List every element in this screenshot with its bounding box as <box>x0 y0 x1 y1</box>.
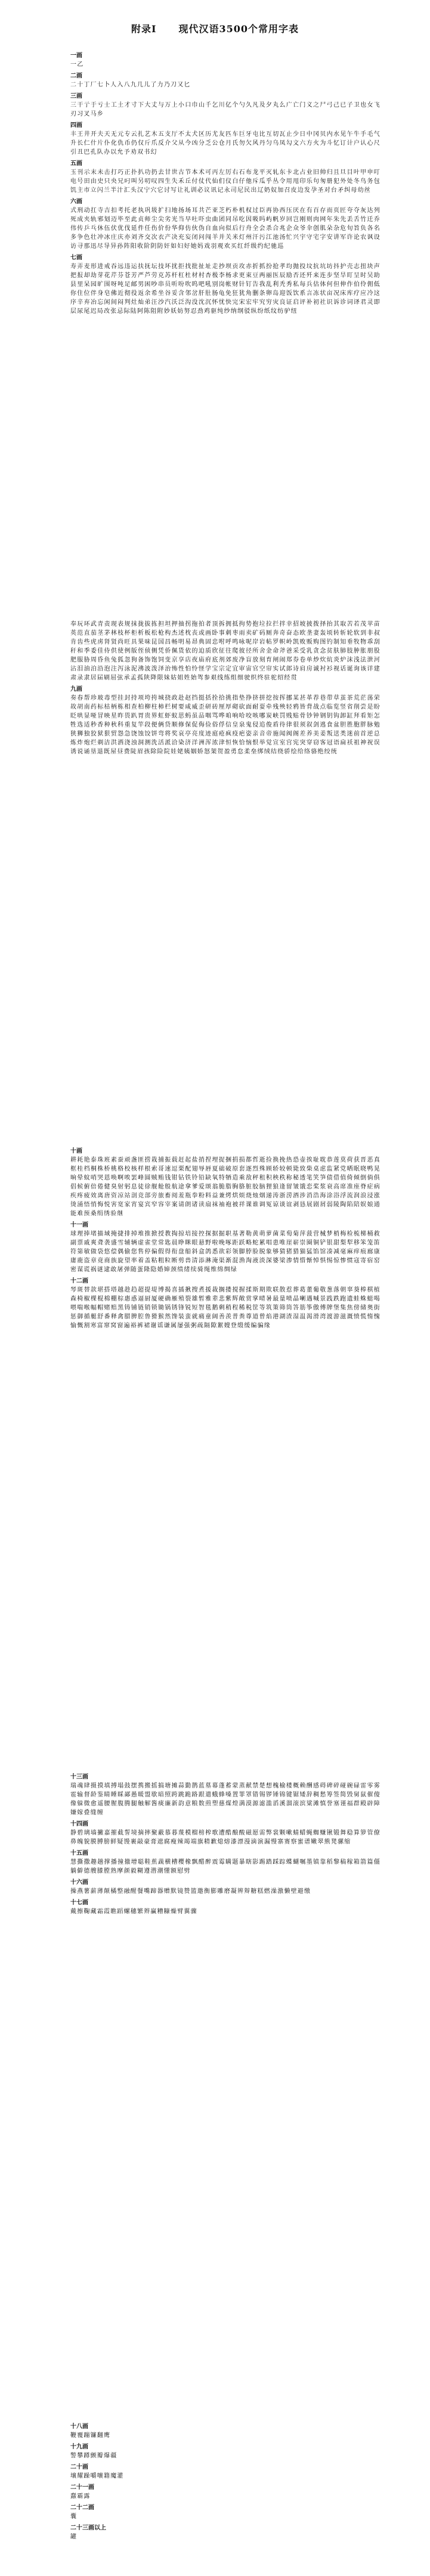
stroke-heading: 七画 <box>70 255 82 261</box>
stroke-heading: 十八画 <box>70 2423 88 2430</box>
stroke-heading: 二十三画以上 <box>70 2525 106 2531</box>
stroke-heading: 九画 <box>70 686 82 693</box>
char-list: 式刑动扛寺吉扣考托老执巩圾扩扫地扬场耳共芒亚芝朽朴机权过臣再协西压厌在有百存而页匠夸夺灰达列死成夹轨邪划迈毕至此贞师尘尖劣光当早吐吓虫曲团同吊吃因吸吗屿帆岁回岂刚则肉网年朱先丢舌竹迁乔伟传乒乓休伍伏优伐延件任伤价份华仰仿伙伪自血向似后行舟全会杀合兆企众爷伞创肌朵杂危旬旨负各名多争色壮冲冰庄庆亦刘齐交次衣产决充妄闭问闯羊并关米灯州汗污江池汤忙兴宇守宅字安讲军许论农讽设访寻那迅尽导异孙阵阳收阶阴防奸如妇好她妈戏羽观欢买红纤级约纪驰巡 <box>70 207 380 250</box>
char-list: 囊 <box>70 2513 78 2520</box>
char-list: 蠢霸露 <box>70 2493 91 2500</box>
char-block-5 <box>70 2420 380 2541</box>
char-list: 球理捧堵描域掩捷排掉堆推掀授教掏掠培接控探据掘职基著勒黄萌萝菌菜萄菊萍菠营械梦梢梅检梳梯桶救副票戚爽聋袭盛雪辅辆虚雀堂常匙晨睁眯眼悬野啦晚啄距跃略蛇累唱患唯崖崭崇圈铜铲银甜梨犁移笨笼笛符第敏做袋悠偿偶偷您售停偏假得衔盘船斜盒鸽悉欲彩领脚脖脸脱象够猜猪猎猫猛馅馆凑减毫麻痒痕廊康庸鹿盗章竟商族旋望率着盖粘粗粒断剪兽清添淋淹渠渐混渔淘液淡深婆梁渗情惜惭悼惧惕惊惨惯寇寄宿窑密谋谎祸谜逮敢屠弹随蛋隆隐婚婶颈绩绪续骑绳维绵绸绿 <box>70 1231 380 1273</box>
char-block-1 <box>70 49 380 316</box>
stroke-heading: 二十一画 <box>70 2484 94 2491</box>
stroke-heading: 十七画 <box>70 1900 88 1906</box>
stroke-heading: 十一画 <box>70 1222 88 1228</box>
stroke-heading: 六画 <box>70 198 82 205</box>
appendix-title <box>0 21 430 35</box>
char-block-3 <box>70 1144 380 1330</box>
char-list: 静碧璃墙撇嘉摧截誓境摘摔聚蔽慕暮蔑模榴榜榨歌遭酷酿酸磁愿需弊裳颗嗽蜻蜡蝇蜘赚锹锻舞稳算箩管僚鼻魄貌膜膊膀鲜疑馒裹敲豪膏遮腐瘦辣竭端旗精歉熄熔漆漂漫滴演漏慢寨赛察蜜谱嫩翠熊凳骡缩 <box>70 1830 380 1845</box>
char-list: 壤耀躁嚼嚷籍魔灌 <box>70 2473 124 2479</box>
char-list-continued: 奉玩环武青责现表规抹拢拔拣担坦押抽拐拖拍者顶拆拥抵拘势抱垃拉拦拌幸招坡披拨择抬其取苦若茂苹苗英范直茄茎茅林枝杯柜析板松枪构杰述枕丧或画卧事刺枣雨卖矿码厕奔奇奋态欧垄妻轰顷转斩轮软到非叔肯齿些虎虏肾贤尚旺具果味昆国昌畅明易昂典固忠咐呼鸣咏呢岸岩帖罗帜岭凯败贩购图钓制知垂牧物乖刮秆和季委佳侍供使例版侄侦侧凭侨佩货依的迫质欣征往爬彼径所舍金命斧爸采受乳贪念贫肤肺肢肿胀朋股肥服胁周昏鱼兔狐忽狗备饰饱饲变京享店夜庙府底剂郊废净盲放刻育闸闹郑券卷单炒炊炕炎炉沫浅法泄河沾泪油泊沿泡注泻泳泥沸波泼泽治怖性怕怜怪学宝宗定宜审宙官空帘实试郎诗肩房诚衬衫视话诞询该详建肃录隶居届刷屈弦承孟孤陕降限妹姑姐姓始驾参艰线练组细驶织终驻驼绍经贯 <box>70 621 380 681</box>
char-list: 戴擦鞠藏霜霞瞧蹈螺穗繁辫赢糟糠燥臂翼骤 <box>70 1908 197 1915</box>
char-list: 三干亍于亏士工土才寸下大丈与万上小口巾山千乞川亿个勺久凡及夕丸么广亡门义之尸弓己已子卫也女飞刃习叉马乡 <box>70 102 380 117</box>
char-list: 罐 <box>70 2534 78 2540</box>
char-list: 瑞魂肆摄摸填搏塌鼓摆携搬摇搞塘摊蒜勤鹊蓝墓幕蓬蓄蒙蒸献禁楚想槐榆楼概赖酬感碍碑碎碰碗碌雷零雾雹输督龄鉴睛睡睬鄙愚暖盟歇暗照跨跳跪路跟遣蛾蜂嗓置罪罩错锡锣锤锦键锯矮辞稠愁筹签简毁舅鼠催傻像躲微愈遥腰腥腹腾腿触解酱痰廉新韵意粮数煎塑慈煤煌满漠源滤滥滔溪溜滚滨粱滩慎誉塞谨福群殿辟障嫌嫁叠缝缠 <box>70 1783 380 1816</box>
stroke-heading: 二画 <box>70 73 82 79</box>
stroke-heading: 十九画 <box>70 2444 88 2450</box>
stroke-heading: 二十画 <box>70 2464 88 2471</box>
stroke-heading: 五画 <box>70 160 82 167</box>
char-list: 鞭覆蹦镰翻鹰 <box>70 2432 111 2439</box>
stroke-heading: 一画 <box>70 52 82 59</box>
stroke-heading: 十六画 <box>70 1879 88 1886</box>
stroke-heading: 三画 <box>70 93 82 100</box>
char-list: 二十丁厂七卜人入八九几儿了力乃刀又匕 <box>70 82 191 88</box>
stroke-heading: 十五画 <box>70 1850 88 1857</box>
char-list: 一乙 <box>70 61 84 68</box>
char-list: 丰王井开夫天无元专云扎艺木五支厅不太犬区历尤友匹车巨牙屯比互切瓦止少日中冈贝内水见午牛手毛气升长仁什片仆化仇币仍仅斤爪反介父从今凶分乏公仓月氏勿欠风丹匀乌凤勾文六方火为斗忆订计户认心尺引丑巴孔队办以允予劝双书幻 <box>70 131 380 156</box>
char-block-2 <box>70 620 380 756</box>
char-list: 耕耗艳泰珠班素蚕顽盏匪捞栽捕振载赶起盐捎捏埋捉捆捐损都哲逝捡换挽热恐壶挨耻耽恭莲莫荷获晋恶真框桂档桐株桥桃格校核样根索哥速逗栗配翅辱唇夏础破原套逐烈殊顾轿较顿毙致柴桌虑监紧党晒眠晓鸭晃晌晕蚊哨哭恩唤啊唉罢峰圆贼贿钱钳钻铁铃铅缺氧特牺造乘敌秤租积秧秩称秘透笔笑笋债借值倚倾倒倘俱倡候俯倍倦健臭射躬息徒徐舰舱般航途拿爹爱颂翁脆脂胸胳脏胶脑狸狼逢留皱饿恋桨浆衰高席准座脊症病疾疼疲效离唐资凉站剖竞部旁旅畜阅羞瓶拳粉料益兼烤烘烦烧烛烟递涛浙涝酒涉消浩海涂浴浮流润浪浸涨烫涌悟悄悔悦害宽家宵宴宾窄容宰案请朗诸读扇袜袖袍被祥课谁调冤谅谈谊剥恳展剧屑弱陵陶陷陪娱娘通能难预桑绢绣验继 <box>70 1157 380 1217</box>
char-list: 寿弄麦形进戒吞远违运扶抚坛技坏扰拒找批扯址走抄坝贡攻赤折抓扮抢孝均抛投坟抗坑坊抖护壳志扭块声把报却劫芽花芹芬苍芳严芦劳克苏杆杠杜材村杏极李杨求更束豆两丽医辰励否还歼来连步坚旱盯呈时吴助县里呆园旷围呀吨足邮男困吵串员听吩吹呜吧吼别岗帐财针钉告我乱利秃秀私每兵估体何但伸作伯伶佣低你住位伴身皂佛近彻役返余希坐谷妥含邻岔肝肚肠龟免狂犹角删条卵岛迎饭饮系言冻状亩况床库疗应冷这序辛弃冶忘闲间闷判灶灿弟汪沙汽沃泛沟没沈沉怀忧快完宋宏牢究穷灾良证启评补初社识诉诊词译君灵即层尿尾迟局改张忌际陆阿陈阻附妙妖妨努忍劲鸡驱纯纱纳纲驳纵纷纸纹纺驴纽 <box>70 263 380 315</box>
char-list: 玉刊示末未击打巧正扑扒功扔去甘世古节本术可丙左厉右石布龙平灭轧东卡北占业旧帅归且旦目叶甲申叮电号田由史只央兄叼叫另叨叹四生失禾丘付仗代仙们仪白仔他斥瓜乎丛令用甩印乐句匆册犯外处冬鸟务包饥主市立闪兰半汁汇头汉宁穴它讨写让礼训必议讯记永司尼民出辽奶奴加召皮边发孕圣对台矛纠母幼丝 <box>70 169 380 194</box>
char-list: 操燕薯薪薄颠橘整融醒餐嘴蹄器赠默镜赞篮邀衡膨雕磨凝辨辩糖糕燃澡激懒壁避缴 <box>70 1888 311 1895</box>
char-list: 琴斑替款堪搭塔越趁趋超提堤博揭喜插揪搜煮援裁搁搂搅握揉斯期欺联散惹葬葛董葡敬葱落朝辜葵棒棋植森椅椒棵棍棉棚棕惠惑逼厨厦硬确雁殖裂雄暂雅辈悲紫辉敞赏掌晴暑最量喷晶喇遇喊景践跌跑遗蛙蛛蜓喝喂喘喉幅帽赌赔黑铸铺链销锁锄锅锈锋锐短智毯鹅剩稍程稀税筐等筑策筛筒答筋筝傲傅牌堡集焦傍储奥街惩御循艇舒番释禽腊脾腔鲁猾猴然馋装蛮就痛童阔善羡普粪尊道曾焰港湖渣湿温渴滑湾渡游滋溉愤慌惰愧愉慨割寒富窜窝窗遍裕裤裙谢谣谦属屡强粥疏隔隙絮嫂登缎缓编骗缘 <box>70 1287 380 1329</box>
char-list: 警攀蹲颤瓣爆疆 <box>70 2453 117 2459</box>
char-list: 慧撕撒趣趟撑播撞撤增聪鞋蕉蔬横槽樱橡飘醋醉震霉瞒题暴瞎影踢踏踩踪蝶蝴嘱墨镇靠稻黎稿稼箱箭篇僵躺僻德艘膝膛熟摩颜毅糊遵潜潮懂额慰劈 <box>70 1859 380 1874</box>
appendix-label: 附录Ⅰ <box>131 23 157 35</box>
stroke-heading: 四画 <box>70 122 82 129</box>
title-separator <box>162 23 172 35</box>
char-block-4 <box>70 1770 380 1916</box>
stroke-heading: 十画 <box>70 1148 82 1154</box>
stroke-heading: 十三画 <box>70 1774 88 1780</box>
stroke-heading: 十二画 <box>70 1278 88 1284</box>
char-list: 奏春帮珍玻毒型挂封持项垮挎城挠政赴赵挡挺括拴拾挑指垫挣挤拼挖按挥挪某甚革荐巷带草茧茶荒茫荡荣故胡南药标枯柄栋相查柏柳柱柿栏树要咸威歪研砖厘厚砌砍面耐耍牵残殃轻鸦皆背战点临览竖省削尝是盼眨哄显哑冒映星昨畏趴胃贵界虹虾蚁思蚂虽品咽骂哗咱响哈咬咳哪炭峡罚贱贴骨钞钟钢钥钩卸缸拜看矩怎牲选适秒香种秋科重复竿段便俩贷顺修保促侮俭俗俘信皇泉鬼侵追俊盾待律很须叙剑逃食盆胆胜胞胖脉勉狭狮独狡狱狠贸怨急饶蚀饺饼弯将奖哀亭亮度迹庭疮疯疫疤姿亲音帝施闻阀阁差养美姜叛送类迷前首逆总炼炸炮烂剃洁洪洒浇浊洞测洗活派洽染济洋洲浑浓津恒恢恰恼恨举觉宣室宫宪突穿窃客冠语扁袄祖神祝误诱说诵垦退既屋昼费陡眉孩除险院娃姥姨姻娇怒架贺盈勇怠柔垒绑绒结绕骄绘给络骆绝绞统 <box>70 695 380 755</box>
stroke-heading: 十四画 <box>70 1821 88 1827</box>
stroke-heading: 二十二画 <box>70 2504 94 2511</box>
table-heading: 现代汉语3500个常用字表 <box>178 23 299 35</box>
